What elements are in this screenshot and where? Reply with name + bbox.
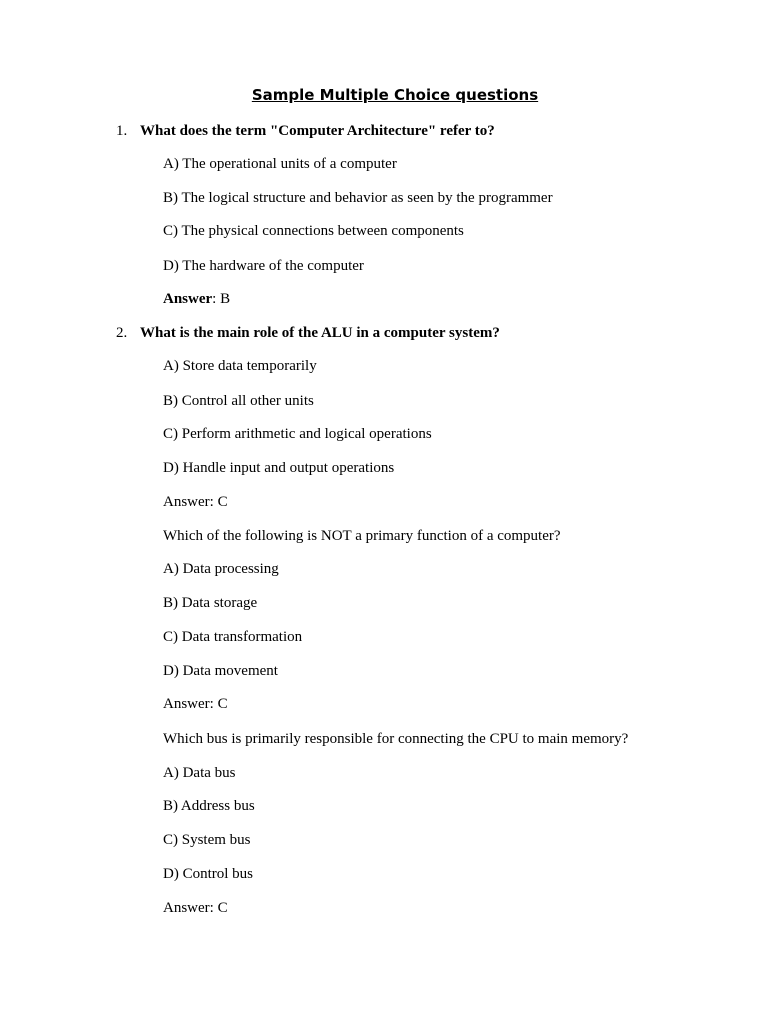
question-text: Which of the following is NOT a primary function of a computer?: [163, 528, 561, 544]
option-c: C) The physical connections between components: [163, 223, 464, 239]
option-b: B) The logical structure and behavior as seen by the programmer: [163, 190, 553, 206]
answer-value: : B: [212, 291, 231, 307]
option-b: B) Data storage: [163, 595, 258, 611]
option-b: B) Control all other units: [163, 393, 314, 409]
option-a: A) The operational units of a computer: [163, 156, 397, 172]
option-c: C) Perform arithmetic and logical operations: [163, 426, 432, 442]
answer-label: Answer: [163, 291, 213, 307]
question-number: 1.: [116, 123, 128, 139]
question-text: What does the term "Computer Architecture" refer to?: [140, 123, 495, 139]
option-a: A) Store data temporarily: [163, 358, 317, 374]
option-c: C) Data transformation: [163, 629, 303, 645]
option-a: A) Data processing: [163, 561, 279, 577]
option-d: D) The hardware of the computer: [163, 258, 364, 274]
option-b: B) Address bus: [163, 798, 255, 814]
option-d: D) Handle input and output operations: [163, 460, 395, 476]
option-d: D) Control bus: [163, 866, 253, 882]
page-title: Sample Multiple Choice questions: [251, 86, 539, 104]
question-number: 2.: [116, 325, 128, 341]
answer: [163, 289, 230, 309]
answer: Answer: C: [163, 900, 228, 916]
answer: Answer: C: [163, 696, 228, 712]
option-d: D) Data movement: [163, 663, 278, 679]
question-text: What is the main role of the ALU in a computer system?: [140, 325, 500, 341]
question-text: Which bus is primarily responsible for connecting the CPU to main memory?: [163, 731, 629, 747]
answer: Answer: C: [163, 494, 228, 510]
option-c: C) System bus: [163, 832, 251, 848]
option-a: A) Data bus: [163, 765, 236, 781]
